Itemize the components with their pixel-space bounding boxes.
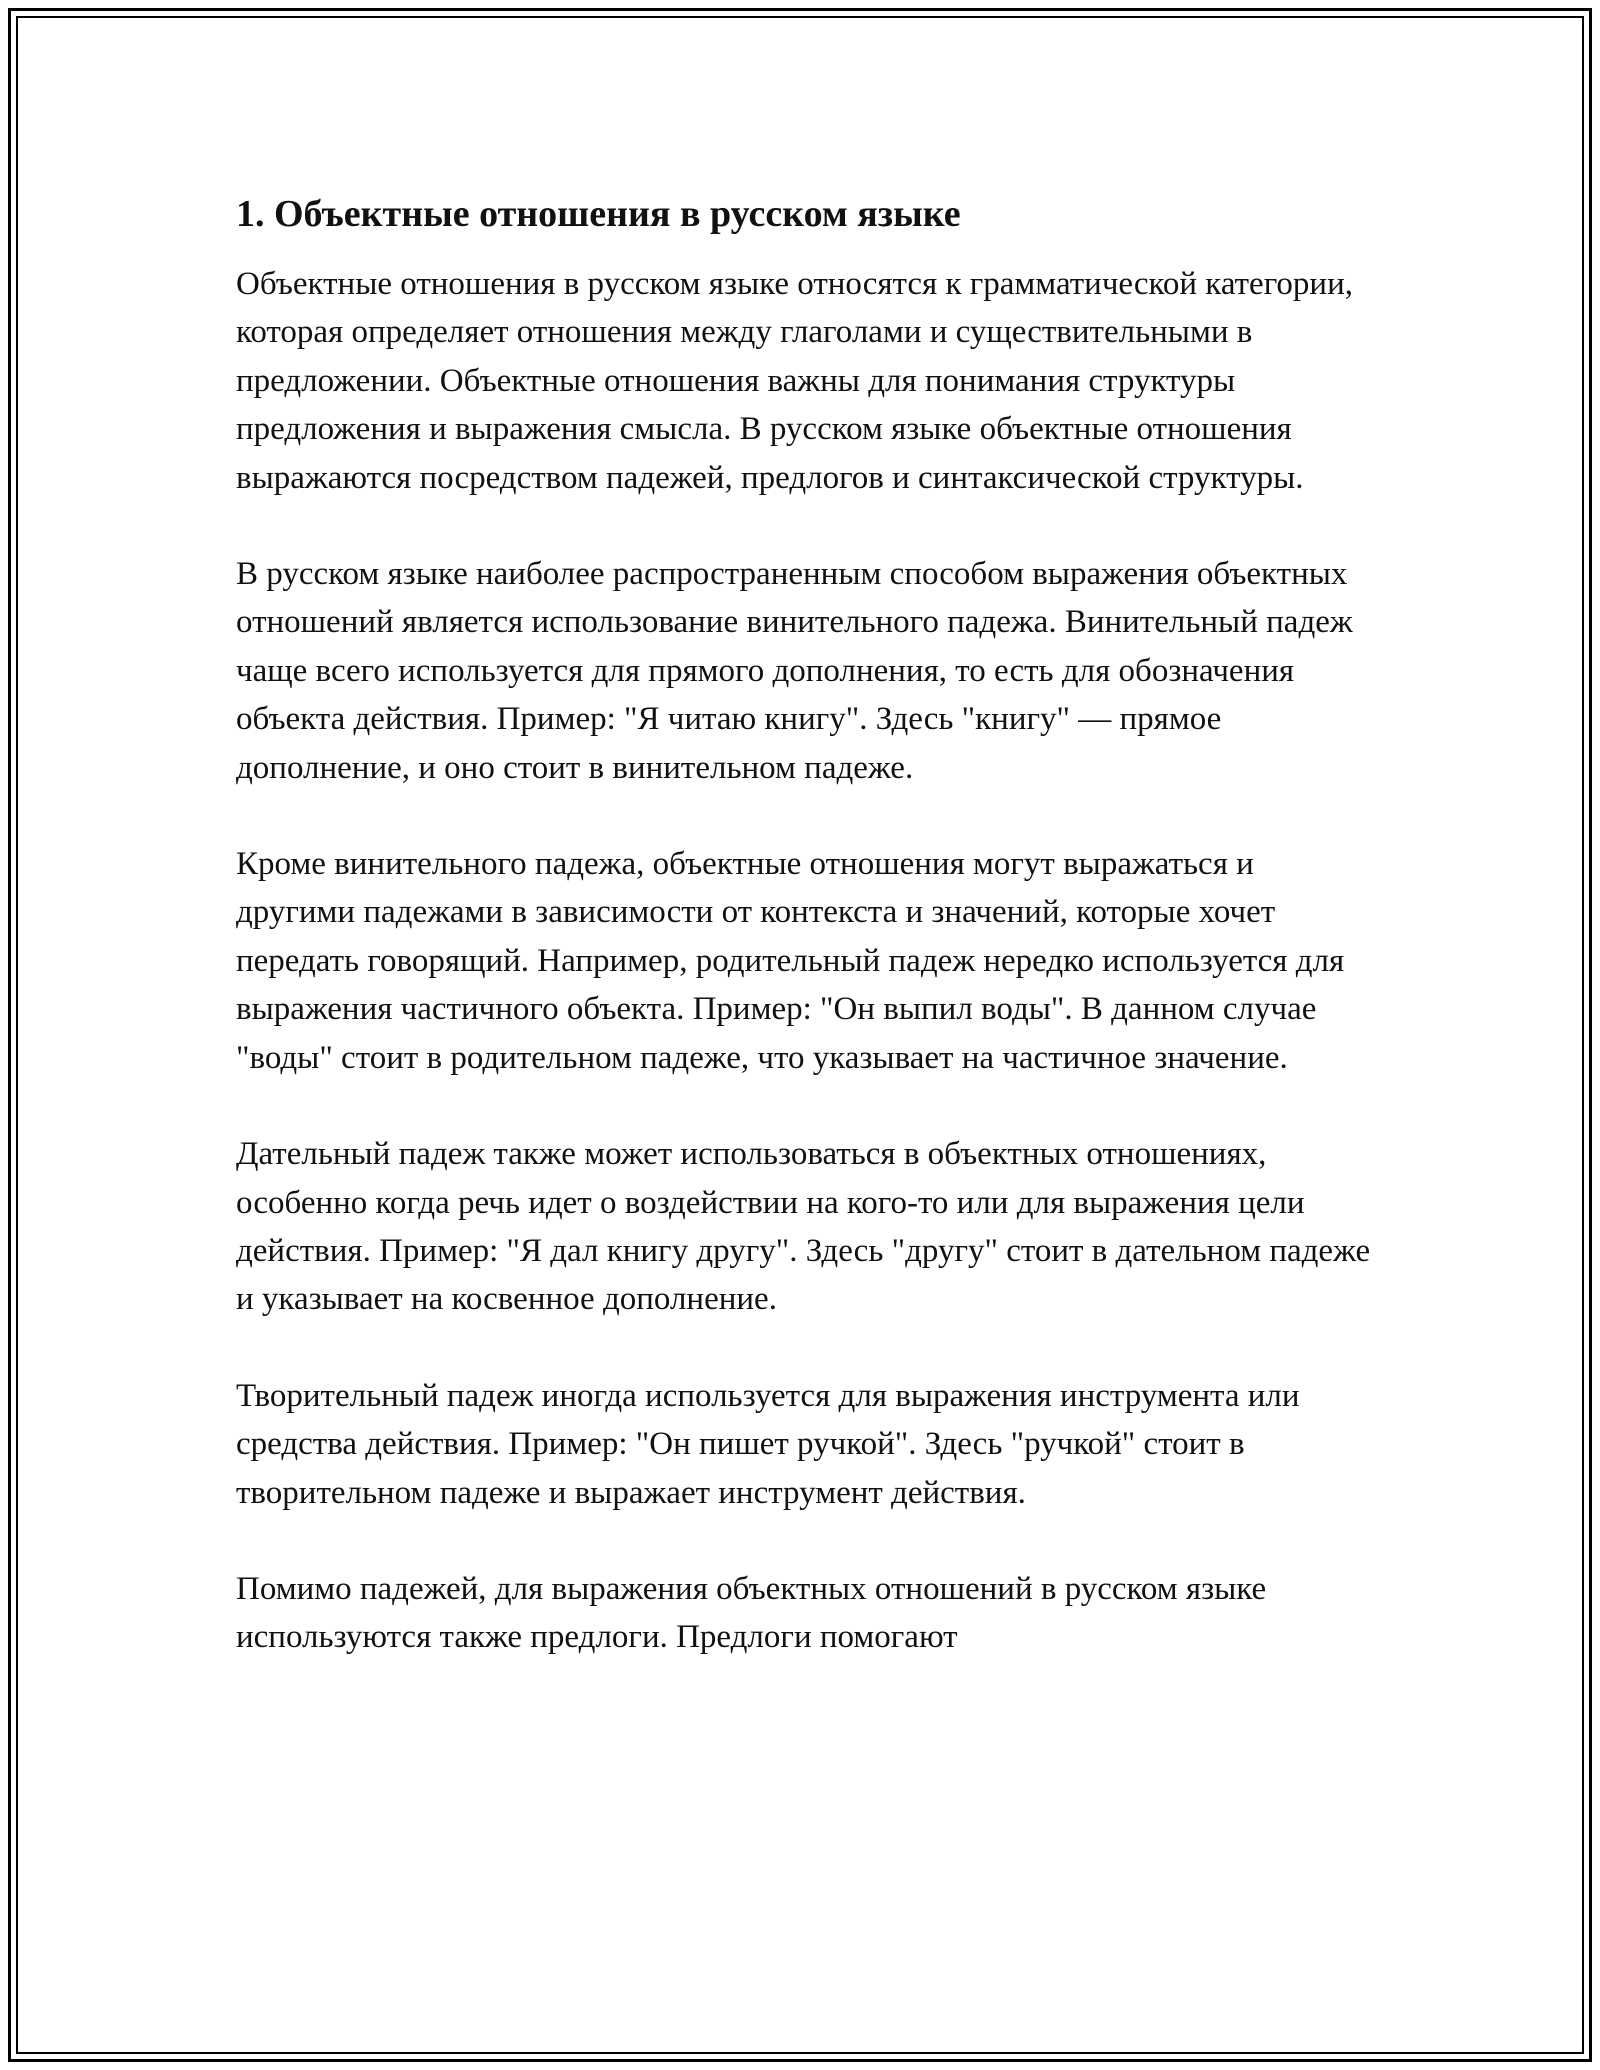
- paragraph-1: Объектные отношения в русском языке относятся к грамматической категории, которая определяет отношения между глаголами и существительными в предложении. Объектные отношения важны для понимания структуры предложения и выражения смысла. В русском языке объектные отношения выражаются посредством падежей, предлогов и синтаксической структуры.: [236, 266, 1353, 496]
- paragraph-4: Дательный падеж также может использоваться в объектных отношениях, особенно когда речь идет о воздействии на кого-то или для выражения цели действия. Пример: "Я дал книгу другу". Здесь "другу" стоит в дательном падеже и указывает на косвенное дополнение.: [236, 1136, 1371, 1318]
- document-body: [236, 190, 1376, 1710]
- paragraph-5: Творительный падеж иногда используется для выражения инструмента или средства действия. Пример: "Он пишет ручкой". Здесь "ручкой" стоит в творительном падеже и выражает инструмент действия.: [236, 1377, 1300, 1511]
- paragraph-3: Кроме винительного падежа, объектные отношения могут выражаться и другими падежами в зависимости от контекста и значений, которые хочет передать говорящий. Например, родительный падеж нередко используется для выражения частичного объекта. Пример: "Он выпил воды". В данном случае "воды" стоит в родительном падеже, что указывает на частичное значение.: [236, 846, 1345, 1076]
- document-title: 1. Объектные отношения в русском языке: [236, 193, 961, 235]
- paragraph-6: Помимо падежей, для выражения объектных отношений в русском языке используются также предлоги. Предлоги помогают: [236, 1570, 1267, 1656]
- paragraph-2: В русском языке наиболее распространенным способом выражения объектных отношений является использование винительного падежа. Винительный падеж чаще всего используется для прямого дополнения, то есть для обозначения объекта действия. Пример: "Я читаю книгу". Здесь "книгу" — прямое дополнение, и оно стоит в винительном падеже.: [236, 556, 1353, 786]
